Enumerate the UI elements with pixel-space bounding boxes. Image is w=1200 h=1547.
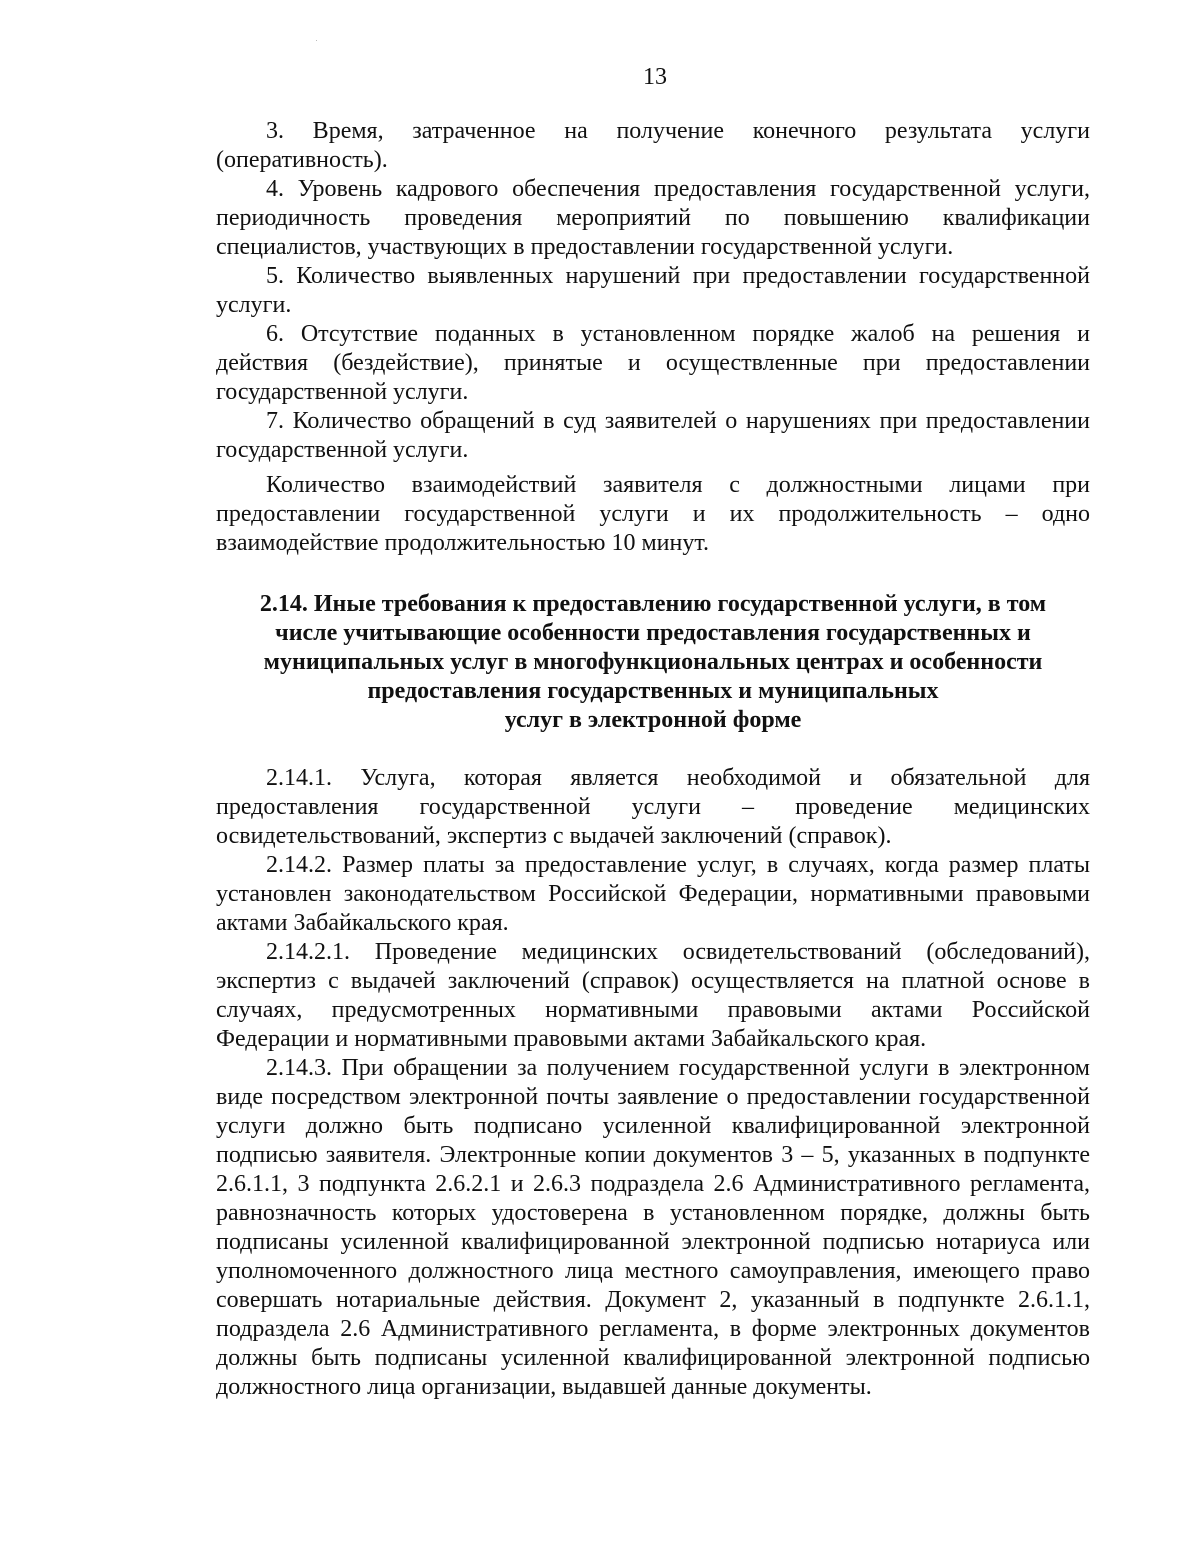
paragraph-2-14-2-1: 2.14.2.1. Проведение медицинских освидетельствований (обследований), экспертиз с выдачей заключений (справок) осуществляется на платной основе в случаях, предусмотренных нормативными правовыми актами Российской Федерации и нормативными правовыми актами Забайкальского края. xyxy=(216,939,1090,1052)
paragraph-indicator-7: 7. Количество обращений в суд заявителей о нарушениях при предоставлении государственной услуги. xyxy=(216,408,1090,463)
paragraph-indicator-5: 5. Количество выявленных нарушений при предоставлении государственной услуги. xyxy=(216,263,1090,318)
paragraph-2-14-2: 2.14.2. Размер платы за предоставление услуг, в случаях, когда размер платы установлен законодательством Российской Федерации, нормативными правовыми актами Забайкальского края. xyxy=(216,852,1090,936)
page-number: 13 xyxy=(643,64,667,90)
paragraph-2-14-1: 2.14.1. Услуга, которая является необходимой и обязательной для предоставления государственной услуги – проведение медицинских освидетельствований, экспертиз с выдачей заключений (справок). xyxy=(216,765,1090,849)
quality-indicators-section xyxy=(216,117,1090,558)
heading-line: 2.14. Иные требования к предоставлению государственной услуги, в том xyxy=(259,591,1047,617)
paragraph-indicator-4: 4. Уровень кадрового обеспечения предоставления государственной услуги, периодичность проведения мероприятий по повышению квалификации специалистов, участвующих в предоставлении государственной услуги. xyxy=(216,176,1090,260)
heading-line: числе учитывающие особенности предоставления государственных и xyxy=(275,620,1031,646)
scan-artifact xyxy=(316,40,317,41)
paragraph-indicator-3: 3. Время, затраченное на получение конечного результата услуги (оперативность). xyxy=(216,118,1090,173)
heading-line: предоставления государственных и муниципальных xyxy=(367,678,939,704)
heading-line: услуг в электронной форме xyxy=(504,707,802,733)
paragraph-interactions: Количество взаимодействий заявителя с должностными лицами при предоставлении государственной услуги и их продолжительность – одно взаимодействие продолжительностью 10 минут. xyxy=(216,472,1090,556)
heading-line: муниципальных услуг в многофункциональных центрах и особенности xyxy=(263,649,1043,675)
other-requirements-section xyxy=(216,764,1090,1402)
paragraph-indicator-6: 6. Отсутствие поданных в установленном порядке жалоб на решения и действия (бездействие), принятые и осуществленные при предоставлении государственной услуги. xyxy=(216,321,1090,405)
section-heading-2-14 xyxy=(216,590,1090,735)
paragraph-2-14-3: 2.14.3. При обращении за получением государственной услуги в электронном виде посредством электронной почты заявление о предоставлении государственной услуги должно быть подписано усиленной квалифицированной электронной подписью заявителя. Электронные копии документов 3 – 5, указанных в подпункте 2.6.1.1, 3 подпункта 2.6.2.1 и 2.6.3 подраздела 2.6 Административного регламента, равнозначность которых удостоверена в установленном порядке, должны быть подписаны усиленной квалифицированной электронной подписью нотариуса или уполномоченного должностного лица местного самоуправления, имеющего право совершать нотариальные действия. Документ 2, указанный в подпункте 2.6.1.1, подраздела 2.6 Административного регламента, в форме электронных документов должны быть подписаны усиленной квалифицированной электронной подписью должностного лица организации, выдавшей данные документы. xyxy=(216,1055,1090,1400)
